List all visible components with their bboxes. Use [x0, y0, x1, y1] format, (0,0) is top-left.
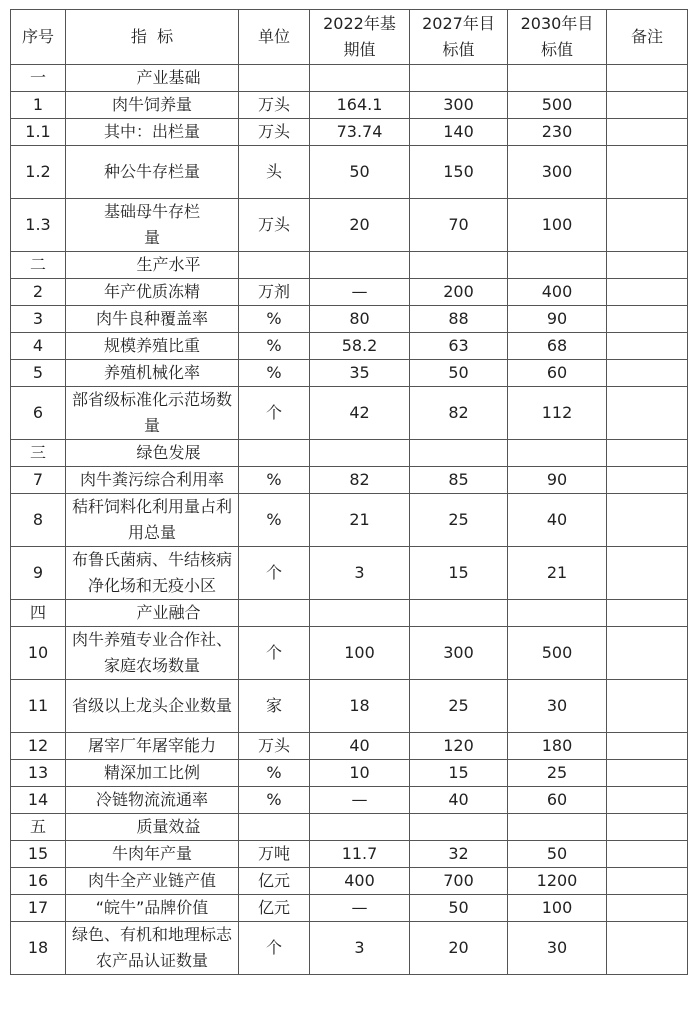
- unit-cell: %: [239, 760, 310, 787]
- target-2027-cell: [410, 65, 508, 92]
- indicator-name: 肉牛良种覆盖率: [66, 306, 239, 333]
- row-no: 15: [11, 841, 66, 868]
- note-cell: [607, 733, 688, 760]
- row-no: 10: [11, 627, 66, 680]
- target-2030-cell: 100: [508, 199, 607, 252]
- base-cell: 73.74: [310, 119, 410, 146]
- target-2030-cell: 100: [508, 895, 607, 922]
- table-row: [11, 119, 688, 146]
- indicator-name: 绿色、有机和地理标志农产品认证数量: [66, 922, 239, 975]
- target-2027-cell: 70: [410, 199, 508, 252]
- target-2027-cell: 25: [410, 494, 508, 547]
- target-2030-cell: 112: [508, 387, 607, 440]
- unit-cell: 万头: [239, 92, 310, 119]
- row-no: 4: [11, 333, 66, 360]
- unit-cell: 个: [239, 547, 310, 600]
- target-2027-cell: 88: [410, 306, 508, 333]
- unit-cell: %: [239, 360, 310, 387]
- target-2030-cell: [508, 440, 607, 467]
- target-2030-cell: 60: [508, 360, 607, 387]
- section-no: 二: [11, 252, 66, 279]
- target-2030-cell: 90: [508, 306, 607, 333]
- section-title: [66, 65, 239, 92]
- note-cell: [607, 387, 688, 440]
- target-2030-cell: [508, 252, 607, 279]
- unit-cell: 亿元: [239, 868, 310, 895]
- table-row: [11, 146, 688, 199]
- base-cell: [310, 440, 410, 467]
- row-no: 7: [11, 467, 66, 494]
- unit-cell: %: [239, 494, 310, 547]
- target-2030-cell: 90: [508, 467, 607, 494]
- target-2027-cell: [410, 440, 508, 467]
- table-row: [11, 627, 688, 680]
- note-cell: [607, 814, 688, 841]
- note-cell: [607, 760, 688, 787]
- unit-cell: 个: [239, 387, 310, 440]
- table-row: [11, 306, 688, 333]
- note-cell: [607, 787, 688, 814]
- note-cell: [607, 146, 688, 199]
- indicator-name: 规模养殖比重: [66, 333, 239, 360]
- table-row: [11, 680, 688, 733]
- note-cell: [607, 119, 688, 146]
- target-2030-cell: [508, 65, 607, 92]
- section-title-text: 质量效益: [136, 817, 201, 836]
- note-cell: [607, 92, 688, 119]
- indicator-name: 省级以上龙头企业数量: [66, 680, 239, 733]
- note-cell: [607, 333, 688, 360]
- indicator-name: 牛肉年产量: [66, 841, 239, 868]
- note-cell: [607, 868, 688, 895]
- base-cell: 18: [310, 680, 410, 733]
- target-2030-cell: 30: [508, 922, 607, 975]
- unit-cell: [239, 600, 310, 627]
- indicator-name: 精深加工比例: [66, 760, 239, 787]
- unit-cell: [239, 440, 310, 467]
- row-no: 14: [11, 787, 66, 814]
- note-cell: [607, 895, 688, 922]
- row-no: 1.3: [11, 199, 66, 252]
- unit-cell: %: [239, 306, 310, 333]
- table-row: [11, 760, 688, 787]
- base-cell: 42: [310, 387, 410, 440]
- section-title-text: 生产水平: [136, 255, 201, 274]
- unit-cell: 亿元: [239, 895, 310, 922]
- indicator-name: 秸秆饲料化利用量占利用总量: [66, 494, 239, 547]
- target-2027-cell: 82: [410, 387, 508, 440]
- row-no: 18: [11, 922, 66, 975]
- target-2027-cell: 40: [410, 787, 508, 814]
- header-indicator: 指 标: [66, 10, 239, 65]
- header-no: 序号: [11, 10, 66, 65]
- indicator-name: 肉牛全产业链产值: [66, 868, 239, 895]
- target-2030-cell: 500: [508, 92, 607, 119]
- target-2030-cell: 60: [508, 787, 607, 814]
- target-2027-cell: 15: [410, 547, 508, 600]
- table-row: [11, 279, 688, 306]
- header-target-2027: 2027年目标值: [410, 10, 508, 65]
- note-cell: [607, 467, 688, 494]
- base-cell: [310, 600, 410, 627]
- target-2030-cell: 180: [508, 733, 607, 760]
- target-2027-cell: 50: [410, 895, 508, 922]
- table-row: [11, 733, 688, 760]
- note-cell: [607, 627, 688, 680]
- table-row: [11, 868, 688, 895]
- target-2027-cell: [410, 252, 508, 279]
- target-2027-cell: 300: [410, 627, 508, 680]
- base-cell: 40: [310, 733, 410, 760]
- target-2027-cell: 300: [410, 92, 508, 119]
- row-no: 1: [11, 92, 66, 119]
- unit-cell: [239, 65, 310, 92]
- section-title-text: 产业融合: [136, 603, 201, 622]
- indicator-name: 其中：出栏量: [66, 119, 239, 146]
- section-title-text: 绿色发展: [136, 443, 201, 462]
- section-no: 一: [11, 65, 66, 92]
- target-2030-cell: 230: [508, 119, 607, 146]
- unit-cell: 万头: [239, 119, 310, 146]
- row-no: 5: [11, 360, 66, 387]
- section-row: [11, 440, 688, 467]
- base-cell: 11.7: [310, 841, 410, 868]
- base-cell: 20: [310, 199, 410, 252]
- section-row: [11, 600, 688, 627]
- target-2027-cell: 25: [410, 680, 508, 733]
- table-row: [11, 922, 688, 975]
- section-no: 三: [11, 440, 66, 467]
- section-no: 四: [11, 600, 66, 627]
- target-2030-cell: 25: [508, 760, 607, 787]
- unit-cell: [239, 814, 310, 841]
- note-cell: [607, 680, 688, 733]
- unit-cell: %: [239, 467, 310, 494]
- indicator-name: 肉牛养殖专业合作社、家庭农场数量: [66, 627, 239, 680]
- base-cell: 21: [310, 494, 410, 547]
- unit-cell: %: [239, 787, 310, 814]
- row-no: 17: [11, 895, 66, 922]
- note-cell: [607, 547, 688, 600]
- table-row: [11, 841, 688, 868]
- target-2030-cell: 21: [508, 547, 607, 600]
- section-row: [11, 252, 688, 279]
- note-cell: [607, 199, 688, 252]
- target-2027-cell: 50: [410, 360, 508, 387]
- note-cell: [607, 440, 688, 467]
- indicator-name: 布鲁氏菌病、牛结核病净化场和无疫小区: [66, 547, 239, 600]
- base-cell: 82: [310, 467, 410, 494]
- unit-cell: 个: [239, 627, 310, 680]
- unit-cell: %: [239, 333, 310, 360]
- indicator-name: [66, 146, 239, 199]
- target-2030-cell: 30: [508, 680, 607, 733]
- target-2027-cell: [410, 814, 508, 841]
- target-2027-cell: 120: [410, 733, 508, 760]
- row-no: 2: [11, 279, 66, 306]
- base-cell: [310, 252, 410, 279]
- indicator-name: “皖牛”品牌价值: [66, 895, 239, 922]
- indicator-name-text: 基础母牛存栏量: [103, 202, 200, 247]
- target-2027-cell: 700: [410, 868, 508, 895]
- target-2030-cell: 40: [508, 494, 607, 547]
- base-cell: 58.2: [310, 333, 410, 360]
- note-cell: [607, 841, 688, 868]
- section-row: [11, 814, 688, 841]
- header-unit: 单位: [239, 10, 310, 65]
- base-cell: 400: [310, 868, 410, 895]
- target-2030-cell: 1200: [508, 868, 607, 895]
- table-row: [11, 547, 688, 600]
- target-2027-cell: 32: [410, 841, 508, 868]
- section-title: [66, 252, 239, 279]
- section-title: [66, 440, 239, 467]
- unit-cell: 万头: [239, 199, 310, 252]
- target-2030-cell: [508, 600, 607, 627]
- unit-cell: 个: [239, 922, 310, 975]
- base-cell: —: [310, 895, 410, 922]
- target-2030-cell: [508, 814, 607, 841]
- table-row: [11, 333, 688, 360]
- unit-cell: 万剂: [239, 279, 310, 306]
- base-cell: 35: [310, 360, 410, 387]
- row-no: 13: [11, 760, 66, 787]
- row-no: 12: [11, 733, 66, 760]
- base-cell: 10: [310, 760, 410, 787]
- base-cell: [310, 65, 410, 92]
- row-no: 6: [11, 387, 66, 440]
- base-cell: 100: [310, 627, 410, 680]
- note-cell: [607, 252, 688, 279]
- indicator-name: 肉牛粪污综合利用率: [66, 467, 239, 494]
- unit-cell: 头: [239, 146, 310, 199]
- row-no: 3: [11, 306, 66, 333]
- row-no: 1.2: [11, 146, 66, 199]
- table-row: [11, 494, 688, 547]
- target-2027-cell: [410, 600, 508, 627]
- note-cell: [607, 922, 688, 975]
- note-cell: [607, 306, 688, 333]
- indicator-name: 年产优质冻精: [66, 279, 239, 306]
- table-row: [11, 895, 688, 922]
- indicator-name: 养殖机械化率: [66, 360, 239, 387]
- row-no: 9: [11, 547, 66, 600]
- target-2027-cell: 150: [410, 146, 508, 199]
- note-cell: [607, 279, 688, 306]
- base-cell: 3: [310, 922, 410, 975]
- table-row: [11, 360, 688, 387]
- table-row: [11, 199, 688, 252]
- target-2030-cell: 300: [508, 146, 607, 199]
- target-2030-cell: 50: [508, 841, 607, 868]
- note-cell: [607, 65, 688, 92]
- table-row: [11, 92, 688, 119]
- target-2027-cell: 200: [410, 279, 508, 306]
- base-cell: 50: [310, 146, 410, 199]
- target-2030-cell: 400: [508, 279, 607, 306]
- section-title: [66, 600, 239, 627]
- table-row: [11, 387, 688, 440]
- base-cell: 80: [310, 306, 410, 333]
- indicator-name: 屠宰厂年屠宰能力: [66, 733, 239, 760]
- table-wrapper: [10, 9, 688, 975]
- header-target-2030: 2030年目标值: [508, 10, 607, 65]
- base-cell: 164.1: [310, 92, 410, 119]
- target-2027-cell: 85: [410, 467, 508, 494]
- section-title-text: 产业基础: [136, 68, 201, 87]
- section-no: 五: [11, 814, 66, 841]
- target-2027-cell: 140: [410, 119, 508, 146]
- section-title: [66, 814, 239, 841]
- unit-cell: [239, 252, 310, 279]
- indicator-name: 冷链物流流通率: [66, 787, 239, 814]
- section-row: [11, 65, 688, 92]
- unit-cell: 万头: [239, 733, 310, 760]
- target-2027-cell: 20: [410, 922, 508, 975]
- base-cell: 3: [310, 547, 410, 600]
- table-row: [11, 787, 688, 814]
- row-no: 11: [11, 680, 66, 733]
- unit-cell: 万吨: [239, 841, 310, 868]
- unit-cell: 家: [239, 680, 310, 733]
- target-2027-cell: 63: [410, 333, 508, 360]
- row-no: 8: [11, 494, 66, 547]
- header-note: 备注: [607, 10, 688, 65]
- indicator-name-text: 种公牛存栏量: [103, 162, 200, 181]
- note-cell: [607, 600, 688, 627]
- header-row: [11, 10, 688, 65]
- row-no: 16: [11, 868, 66, 895]
- base-cell: —: [310, 787, 410, 814]
- target-2027-cell: 15: [410, 760, 508, 787]
- base-cell: —: [310, 279, 410, 306]
- note-cell: [607, 360, 688, 387]
- header-base: 2022年基期值: [310, 10, 410, 65]
- indicator-name: [66, 199, 239, 252]
- target-2030-cell: 500: [508, 627, 607, 680]
- base-cell: [310, 814, 410, 841]
- table-row: [11, 467, 688, 494]
- indicator-name: 肉牛饲养量: [66, 92, 239, 119]
- row-no: 1.1: [11, 119, 66, 146]
- note-cell: [607, 494, 688, 547]
- target-2030-cell: 68: [508, 333, 607, 360]
- indicator-table: [10, 9, 688, 975]
- indicator-name: 部省级标准化示范场数量: [66, 387, 239, 440]
